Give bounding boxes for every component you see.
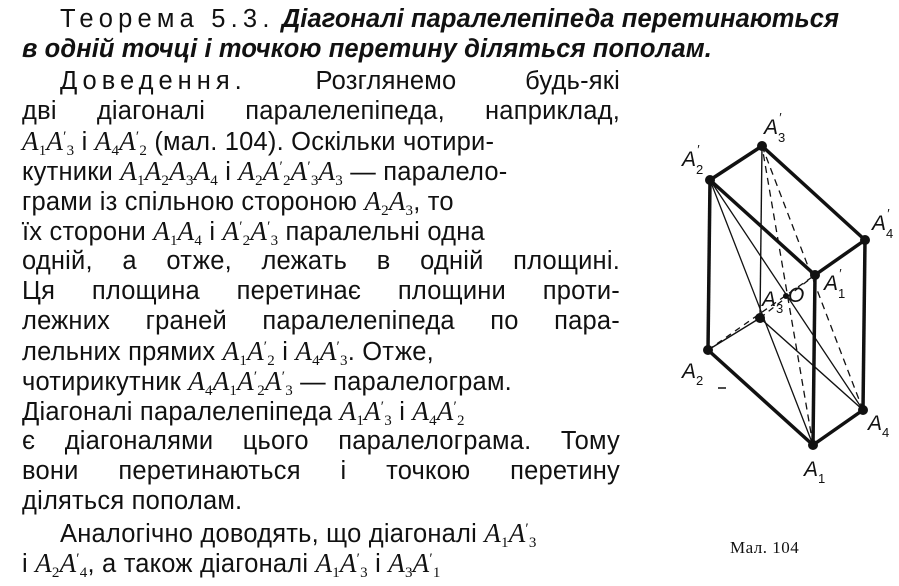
proof-line-13: є діагоналями цього паралелограма. Тому [22,427,620,455]
proof-line-9: лежних граней паралелепіпеда по пара- [22,307,620,335]
proof-label: Доведення. [60,67,247,95]
theorem-line-2: в одній точці і точкою перетину діляться пополам. [22,35,712,63]
edge-a4p-a3p [762,146,865,240]
theorem-label: Теорема 5.3. [60,5,275,33]
theorem-line-1 [60,4,898,34]
vertex-a3 [755,313,765,323]
vertex-a1p [810,270,820,280]
vertex-a1 [808,440,818,450]
label-a3: $A_3$ [762,288,784,316]
proof-line-8: Ця площина перетинає площини проти- [22,277,620,305]
edge-a4-a4p [863,240,865,410]
proof-line-14: вони перетинаються і точкою перетину [22,457,620,485]
parallelepiped-figure [660,110,899,530]
label-o: O [788,284,805,307]
proof-line-10: лельних прямих $A_1A'_2$ і $A_4A'_3$. Отже, [22,336,434,369]
hidden-edge-a2-a3 [708,318,760,350]
label-a3p: $A_3'$ [764,110,786,145]
label-a2p: $A_2'$ [682,142,704,177]
proof-line-16: Аналогічно доводять, що діагоналі $A_1A'_3$ [60,518,537,551]
proof-line-5: грами із спільною стороною $A_2A_3$, то [22,186,454,219]
figure-caption: Мал. 104 [730,538,800,557]
label-a1: $A_1$ [804,458,826,486]
proof-line-6: їх сторони $A_1A_4$ і $A'_2A'_3$ паралельні одна [22,216,485,249]
proof-line-4: кутники $A_1A_2A_3A_4$ і $A_2A'_2A'_3A_3$ — паралело- [22,156,508,189]
label-a4: $A_4$ [868,412,890,440]
proof-line-11: чотирикутник $A_4A_1A'_2A'_3$ — паралелограм. [22,366,512,399]
proof-line-2: дві діагоналі паралелепіпеда, наприклад, [22,97,620,125]
edge-a3p-a2p [710,146,762,180]
vertex-a2p [705,175,715,185]
label-a1p: $A_1'$ [824,266,846,301]
proof-line-12: Діагоналі паралелепіпеда $A_1A'_3$ і $A_4A'_2$ [22,396,465,429]
edge-a1-a4 [813,410,863,445]
edge-a1-a1p [813,275,815,445]
theorem-statement-part-1: Діагоналі паралелепіпеда перетинаються [274,5,840,33]
edge-a2-a1 [708,350,813,445]
vertex-a4 [858,405,868,415]
label-a4p: $A_4'$ [872,206,894,241]
label-a2: $A_2$ [682,360,704,388]
proof-line-1: Доведення. Розглянемо будь-які [60,67,620,95]
vertex-a2 [703,345,713,355]
proof-line-15: діляться пополам. [22,487,243,515]
proof-line-3: $A_1A'_3$ і $A_4A'_2$ (мал. 104). Оскільки чотири- [22,126,495,159]
vertex-a3p [757,141,767,151]
edge-a2p-a1p [710,180,815,275]
proof-line-17: і $A_2A'_4$, а також діагоналі $A_1A'_3$ і $A_3A'_1$ [22,548,441,581]
vertex-a4p [860,235,870,245]
proof-line-7: одній, а отже, лежать в одній площині. [22,247,620,275]
edge-a2p-a2 [708,180,710,350]
